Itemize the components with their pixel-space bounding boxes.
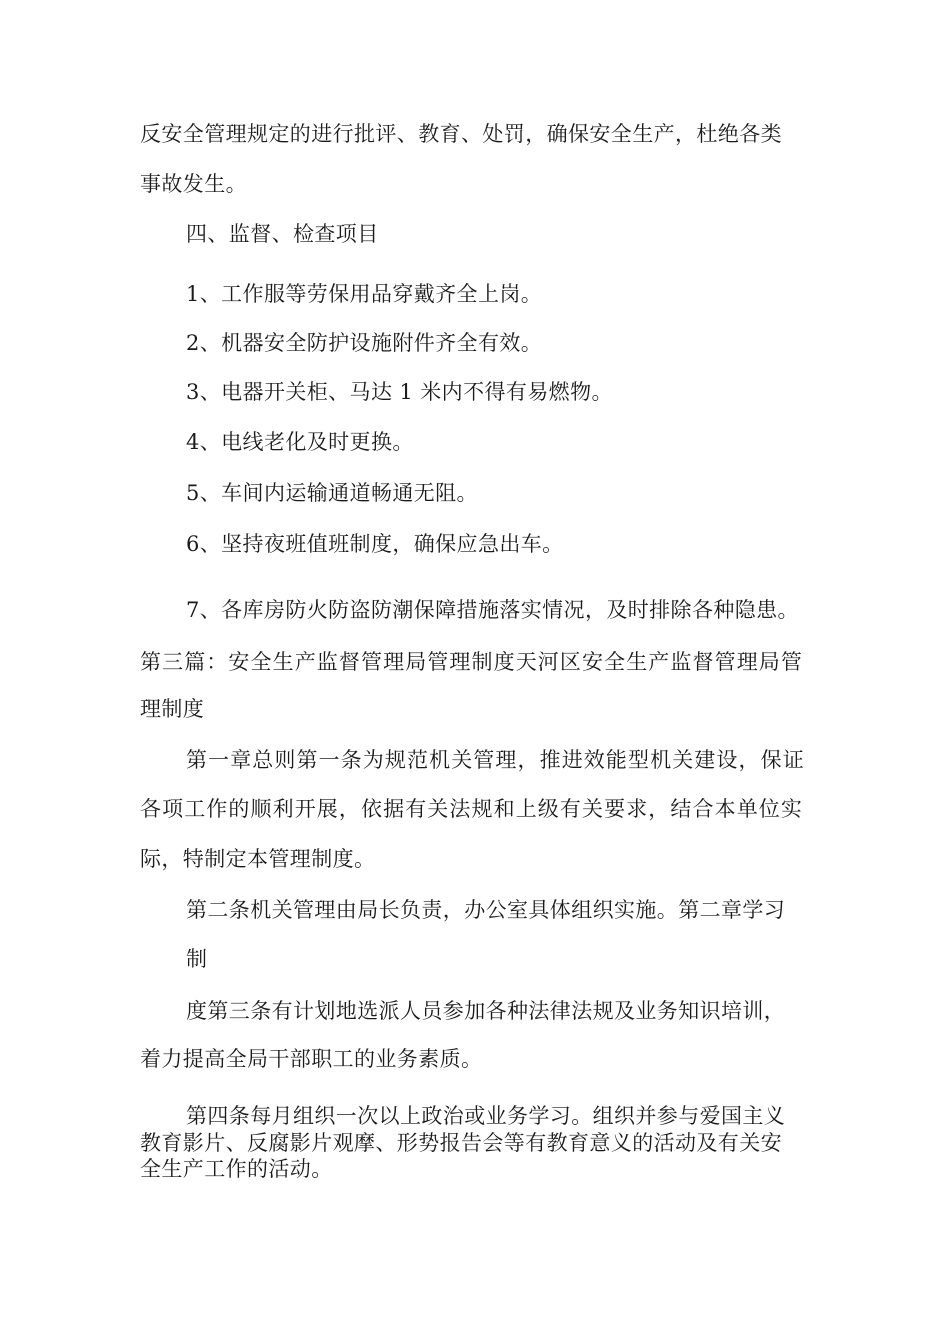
paragraph-line: 教育影片、反腐影片观摩、形势报告会等有教育意义的活动及有关安 bbox=[140, 1131, 782, 1155]
paragraph-line: 第四条每月组织一次以上政治或业务学习。组织并参与爱国主义 bbox=[186, 1104, 786, 1128]
chapter-title: 第三篇：安全生产监督管理局管理制度天河区安全生产监督管理局管 bbox=[140, 650, 803, 674]
paragraph-line: 第一章总则第一条为规范机关管理，推进效能型机关建设，保证 bbox=[186, 748, 805, 772]
paragraph-line: 第二条机关管理由局长负责，办公室具体组织实施。第二章学习 bbox=[186, 898, 786, 922]
list-item: 1、工作服等劳保用品穿戴齐全上岗。 bbox=[186, 282, 543, 306]
list-item: 5、车间内运输通道畅通无阻。 bbox=[186, 481, 478, 505]
paragraph-line: 制 bbox=[186, 947, 208, 971]
paragraph-line: 际，特制定本管理制度。 bbox=[140, 847, 376, 871]
paragraph-line: 度第三条有计划地选派人员参加各种法律法规及业务知识培训， bbox=[186, 999, 786, 1023]
paragraph-line: 着力提高全局干部职工的业务素质。 bbox=[140, 1047, 483, 1071]
section-heading: 四、监督、检查项目 bbox=[186, 222, 379, 246]
paragraph-line: 全生产工作的活动。 bbox=[140, 1157, 333, 1181]
list-item: 4、电线老化及时更换。 bbox=[186, 430, 414, 454]
list-item: 2、机器安全防护设施附件齐全有效。 bbox=[186, 331, 543, 355]
paragraph-line: 事故发生。 bbox=[140, 172, 247, 196]
list-item: 6、坚持夜班值班制度，确保应急出车。 bbox=[186, 532, 564, 556]
list-item: 3、电器开关柜、马达 1 米内不得有易燃物。 bbox=[186, 380, 613, 404]
paragraph-line: 反安全管理规定的进行批评、教育、处罚，确保安全生产，杜绝各类 bbox=[140, 122, 782, 146]
paragraph-line: 各项工作的顺利开展，依据有关法规和上级有关要求，结合本单位实 bbox=[140, 797, 803, 821]
chapter-title-continued: 理制度 bbox=[140, 697, 205, 721]
list-item: 7、各库房防火防盗防潮保障措施落实情况，及时排除各种隐患。 bbox=[186, 598, 799, 622]
